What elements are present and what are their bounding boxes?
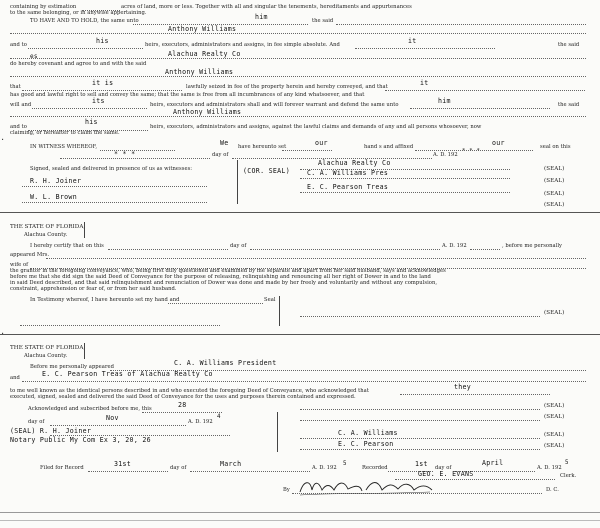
ack1-testimony: In Testimony whereof, I have hereunto set my hand and <box>30 297 180 303</box>
habendum-text: TO HAVE AND TO HOLD, the same unto <box>30 18 139 24</box>
filed-month: March <box>220 460 242 468</box>
ack1-para-3: in said Deed described, and that said relinquishment and renunciation of Dower was done and made by her freely and voluntarily and without any compulsion, <box>10 280 438 286</box>
claiming-text: claiming, or hereafter to claim the same. <box>10 130 120 136</box>
ack2-known-1: to me well known as the identical persons described in and who executed the foregoing Deed of Conveyance, who acknowledged that <box>10 388 369 394</box>
ack2-and: and <box>10 375 20 381</box>
ack2-notary-seal: (SEAL) R. H. Joiner <box>10 427 92 435</box>
ad-stars: * * * <box>462 148 481 154</box>
filed-day-of: day of <box>170 465 187 471</box>
ack2-seal-label-1: (SEAL) <box>544 403 565 409</box>
corporate-seal: (COR. SEAL) <box>243 167 290 175</box>
seal-label-1: (SEAL) <box>544 166 565 172</box>
grantor-correction: es <box>30 53 38 60</box>
ack2-signature-2: E. C. Pearson <box>338 440 394 448</box>
it-is-word: it is <box>92 79 114 87</box>
ack2-signature-1: C. A. Williams <box>338 429 398 437</box>
ack2-person-1: C. A. Williams President <box>174 359 277 367</box>
recorded-day: 1st <box>415 460 428 468</box>
our-word-2: our <box>492 139 505 147</box>
witness-2-name: W. L. Brown <box>30 193 77 201</box>
the-said-label: the said <box>558 42 580 48</box>
seal-on-this-text: seal on this <box>540 144 571 150</box>
ack2-seal-label-4: (SEAL) <box>544 443 565 449</box>
grantee-name-1: Anthony Williams <box>168 25 237 33</box>
ack1-state: THE STATE OF FLORIDA, <box>10 224 86 230</box>
recorded-month: April <box>482 459 504 467</box>
his-word-2: his <box>85 118 98 126</box>
bottom-divider <box>0 512 600 513</box>
ack2-they-word: they <box>454 383 472 391</box>
conveyance-line-1b: acres of land, more or less. Together with all and singular the tenements, hereditaments and appurtenances <box>121 4 412 10</box>
heirs-line: heirs, executors, administrators and assigns, in fee simple absolute. And <box>145 42 340 48</box>
ack1-para-4: constraint, apprehension or fear of, or from her said husband. <box>10 286 177 292</box>
ack2-county: Alachua County. <box>24 353 68 359</box>
we-word: We <box>220 139 229 147</box>
habendum-the-said: the said <box>312 18 334 24</box>
seal-label-2: (SEAL) <box>544 178 565 184</box>
ad-192-label: A. D. 192 <box>433 152 458 158</box>
ack2-known-2: executed, signed, sealed and delivered the said Deed of Conveyance for the uses and purposes therein contained and expressed. <box>10 394 356 400</box>
witness-1-name: R. H. Joiner <box>30 177 82 185</box>
ack1-wife-of: wife of <box>10 262 29 268</box>
signature-company: Alachua Realty Co <box>318 159 391 167</box>
his-word: his <box>96 37 109 45</box>
ack1-county: Alachua County. <box>24 232 68 238</box>
ack2-seal-label-3: (SEAL) <box>544 432 565 438</box>
ack1-certify: I hereby certify that on this <box>30 243 104 249</box>
dc-label: D. C. <box>546 487 559 493</box>
ack1-ad-192: A. D. 192 <box>442 243 467 249</box>
grantee-name-2: Anthony Williams <box>165 68 234 76</box>
the-said-label-2: the said <box>558 102 580 108</box>
filed-day: 31st <box>114 460 132 468</box>
filed-ad-192: A. D. 192 <box>312 465 337 471</box>
grantee-name-3: Anthony Williams <box>173 108 242 116</box>
have-hereunto-text: have hereunto set <box>238 144 287 150</box>
ack1-day-of: day of <box>230 243 247 249</box>
recorded-ad-192: A. D. 192 <box>537 465 562 471</box>
bottom-divider <box>0 520 600 521</box>
heirs-exec-text-2: heirs, executors, administrators and assigns, against the lawful claims and demands of any and all persons whosoever, now <box>150 124 482 130</box>
conveyance-line-2: to the same belonging, or in anywise appertaining. <box>10 10 147 16</box>
its-word: its <box>92 97 105 105</box>
and-to-label: and to <box>10 42 27 48</box>
heirs-exec-text: heirs, executors and administrators shall and will forever warrant and defend the same unto <box>150 102 399 108</box>
ack2-state: THE STATE OF FLORIDA, <box>10 345 86 351</box>
signature-treasurer: E. C. Pearson Treas <box>307 183 389 191</box>
will-and-label: will and <box>10 102 32 108</box>
ack1-before-me: , before me personally <box>502 243 563 249</box>
our-word: our <box>315 139 328 147</box>
ack2-person-2: E. C. Pearson Treas of Alachua Realty Co <box>42 370 213 378</box>
ack2-ad-192: A. D. 192 <box>188 419 213 425</box>
by-label: By <box>283 487 290 493</box>
binding-mark: · <box>1 329 5 340</box>
him-word: him <box>438 97 451 105</box>
ack2-notary-title: Notary Public My Com Ex 3, 20, 26 <box>10 436 151 444</box>
and-to-label-2: and to <box>10 124 27 130</box>
seal-label-3: (SEAL) <box>544 191 565 197</box>
seal-label-4: (SEAL) <box>544 202 565 208</box>
ack2-seal-label-2: (SEAL) <box>544 414 565 420</box>
lawfully-seized-text: lawfully seized in fee of the property herein and hereby conveyed, and that <box>186 84 388 90</box>
it-word: it <box>408 37 417 45</box>
witness-whereof-text: IN WITNESS WHEREOF, <box>30 144 98 150</box>
signature-president: C. A. Williams Pres <box>307 169 389 177</box>
grantor-name: Alachua Realty Co <box>168 50 241 58</box>
ack1-para-2: before me that she did sign the said Deed of Conveyance for the purpose of releasing, relinquishing and renouncing all her right of Dower in and to the land <box>10 274 431 280</box>
ack2-before-me: Before me personally appeared <box>30 364 114 370</box>
ack2-ack-month: Nov <box>106 414 119 422</box>
day-of-label: day of <box>212 152 229 158</box>
clerk-label: Clerk. <box>560 473 577 479</box>
ack2-day-of: day of <box>28 419 45 425</box>
it-word-2: it <box>420 79 429 87</box>
covenant-text: do hereby covenant and agree to and with the said <box>10 61 147 67</box>
day-stars: * * * <box>114 150 136 158</box>
ack1-seal-word: Seal <box>264 297 276 303</box>
ack1-para-1: the grantor in the foregoing conveyance, who, being first duly questioned and examined by me separate and apart from her said husband, says and acknowledges <box>10 268 446 274</box>
filed-for-record: Filed for Record <box>40 465 84 471</box>
ack1-appeared: appeared Mrs. <box>10 252 50 258</box>
that-label: that <box>10 84 21 90</box>
recorded-day-of: day of <box>435 465 452 471</box>
clerk-name: GEO. E. EVANS <box>418 470 474 478</box>
hand-affixed-text: hand s and affixed <box>364 144 414 150</box>
ack1-seal-label: (SEAL) <box>544 310 565 316</box>
recorded-label: Recorded <box>362 465 388 471</box>
ack2-acknowledged: Acknowledged and subscribed before me, this <box>28 406 152 412</box>
ack2-ack-year: 4 <box>217 414 221 420</box>
conveyance-line-1a: containing by estimation <box>10 4 77 10</box>
good-right-text: has good and lawful right to sell and convey the same; that the same is free from all incumbrances of any kind whatsoever, and that <box>10 92 365 98</box>
binding-mark: · <box>1 135 5 146</box>
ack2-ack-day: 28 <box>178 401 187 409</box>
habendum-him: him <box>255 13 268 21</box>
recorded-year: 5 <box>565 460 569 466</box>
signed-sealed-text: Signed, sealed and delivered in presence of us as witnesses: <box>30 166 193 172</box>
filed-year: 5 <box>343 461 347 467</box>
